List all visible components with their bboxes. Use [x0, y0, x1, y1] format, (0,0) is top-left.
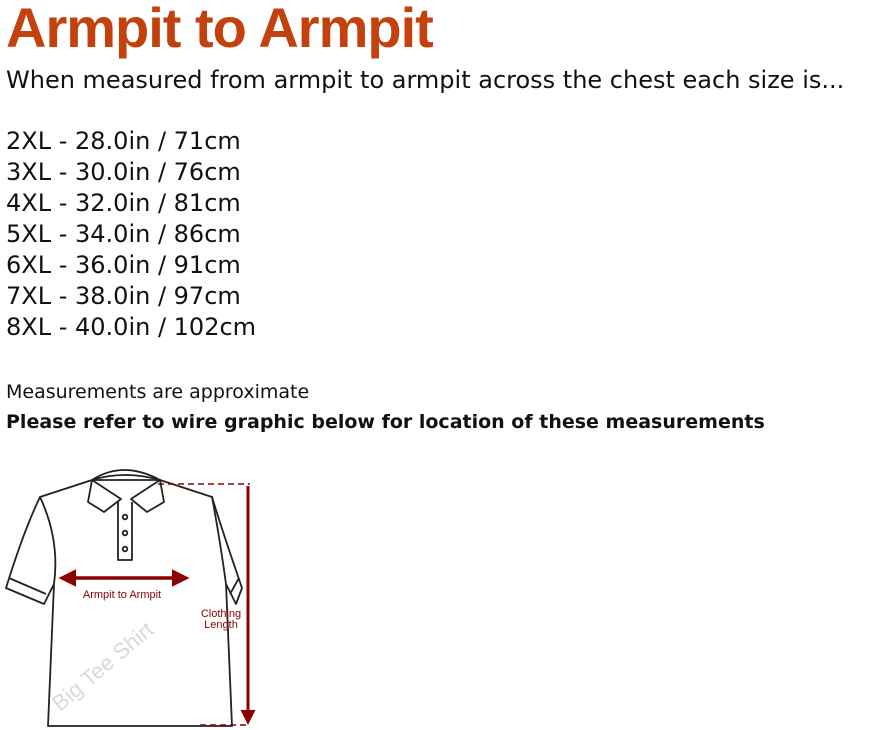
page-title: Armpit to Armpit [6, 0, 433, 59]
size-list [6, 126, 256, 343]
size-item: 2XL - 28.0in / 71cm [6, 127, 241, 155]
size-item: 6XL - 36.0in / 91cm [6, 251, 241, 279]
size-item: 5XL - 34.0in / 86cm [6, 220, 241, 248]
length-label-line2: Length [204, 619, 238, 631]
size-item: 4XL - 32.0in / 81cm [6, 189, 241, 217]
approximate-note: Measurements are approximate [6, 381, 310, 403]
refer-note: Please refer to wire graphic below for location of these measurements [6, 411, 765, 433]
armpit-label: Armpit to Armpit [82, 589, 162, 601]
size-item: 8XL - 40.0in / 102cm [6, 313, 257, 341]
intro-text: When measured from armpit to armpit across the chest each size is... [6, 66, 845, 94]
watermark-text: Big Tee Shirt [47, 616, 159, 716]
length-label-line1: Clothing [200, 608, 242, 620]
size-item: 7XL - 38.0in / 97cm [6, 282, 241, 310]
size-item: 3XL - 30.0in / 76cm [6, 158, 241, 186]
shirt-measurement-diagram [0, 455, 300, 730]
